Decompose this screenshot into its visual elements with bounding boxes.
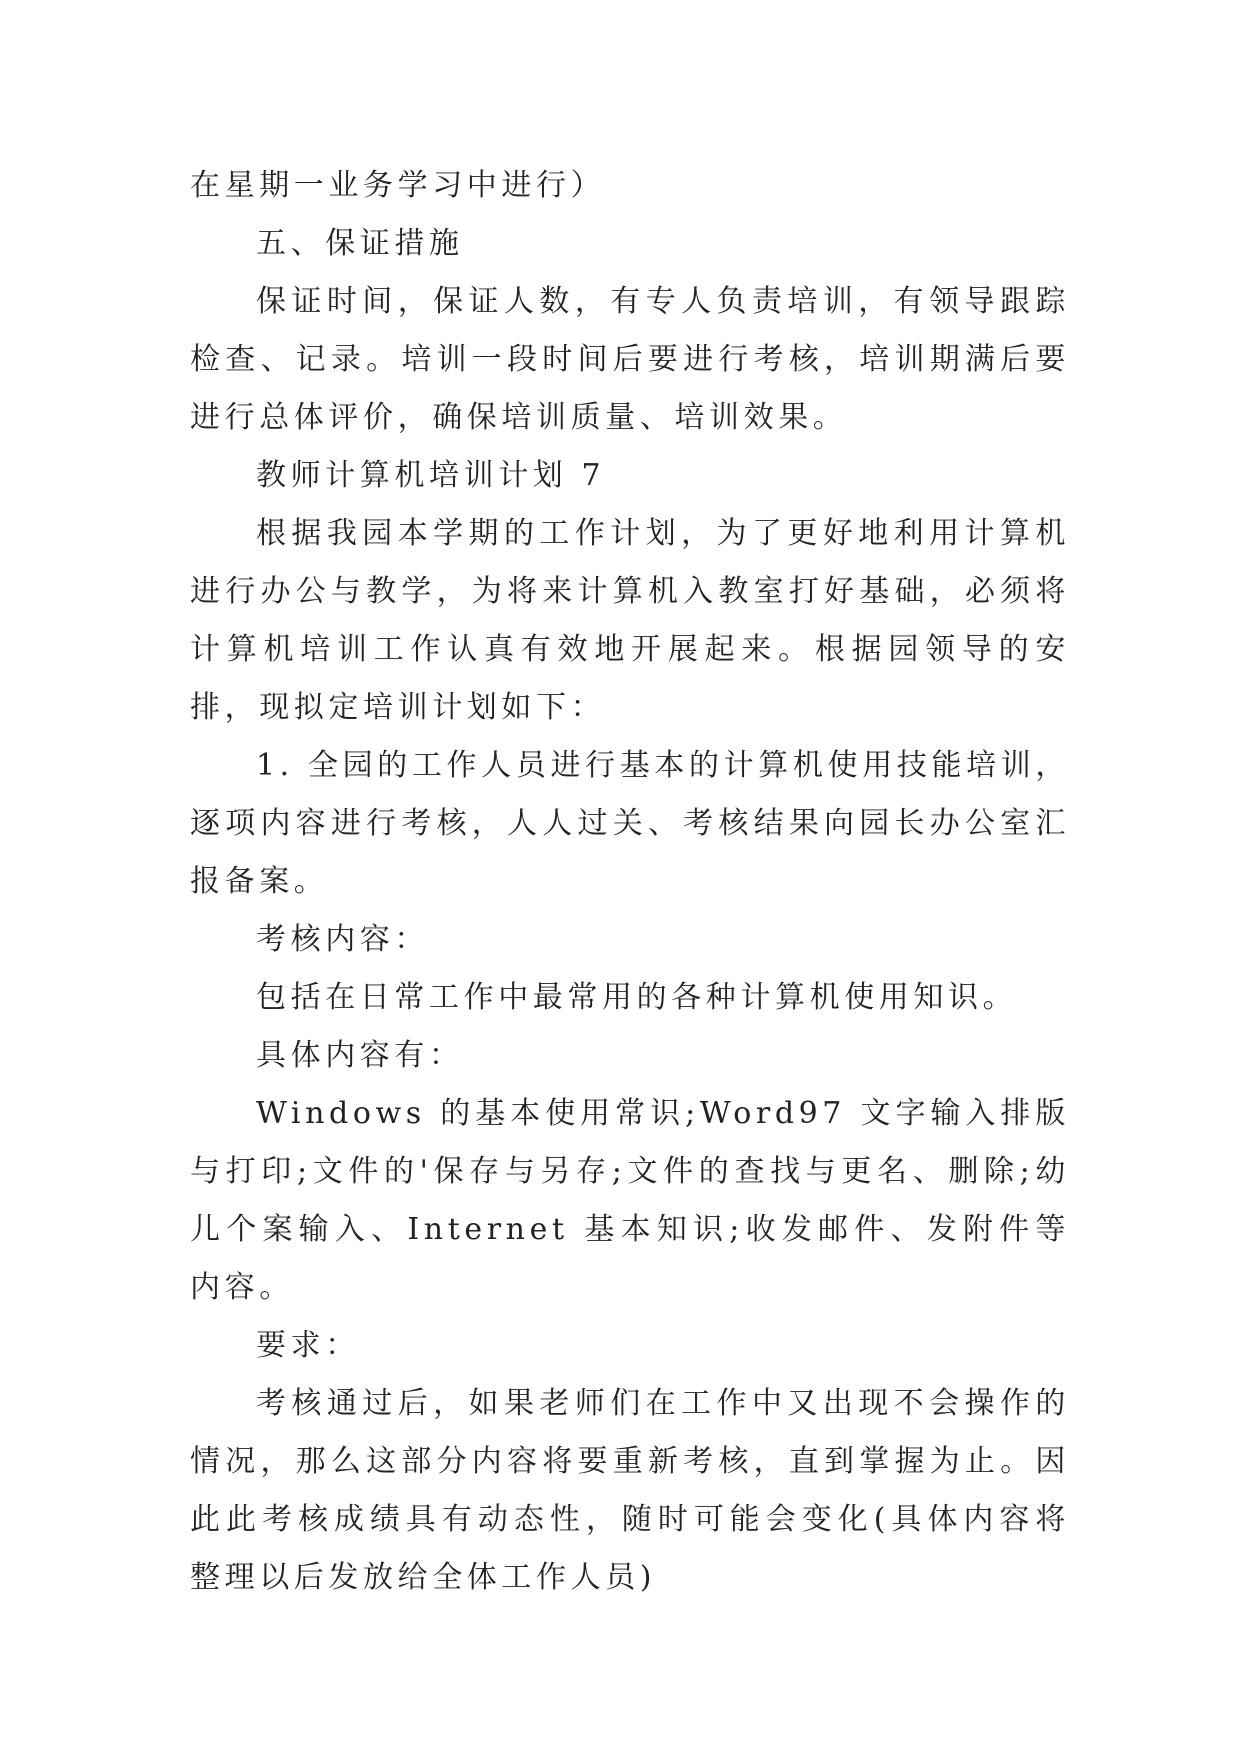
section-heading-guarantee-measures: 五、保证措施 xyxy=(256,226,464,261)
plan-title: 教师计算机培训计划 7 xyxy=(256,458,606,493)
paragraph-specific-content: Windows 的基本使用常识;Word97 文字输入排版与打印;文件的'保存与另存;文件的查找与更名、删除;幼儿个案输入、Internet 基本知识;收发邮件、发附件等内容。 xyxy=(190,1096,1070,1305)
paragraph-continuation: 在星期一业务学习中进行） xyxy=(190,168,606,203)
list-item-1: 1. 全园的工作人员进行基本的计算机使用技能培训，逐项内容进行考核，人人过关、考核结果向园长办公室汇报备案。 xyxy=(190,748,1070,899)
subheading-requirements: 要求： xyxy=(256,1328,360,1363)
paragraph-guarantee: 保证时间，保证人数，有专人负责培训，有领导跟踪检查、记录。培训一段时间后要进行考核，培训期满后要进行总体评价，确保培训质量、培训效果。 xyxy=(190,284,1070,435)
subheading-specific-content: 具体内容有： xyxy=(256,1038,464,1073)
paragraph-assessment-scope: 包括在日常工作中最常用的各种计算机使用知识。 xyxy=(256,980,1018,1015)
paragraph-intro: 根据我园本学期的工作计划，为了更好地利用计算机进行办公与教学，为将来计算机入教室打好基础，必须将计算机培训工作认真有效地开展起来。根据园领导的安排，现拟定培训计划如下： xyxy=(190,516,1070,725)
subheading-assessment-content: 考核内容： xyxy=(256,922,429,957)
paragraph-requirements: 考核通过后，如果老师们在工作中又出现不会操作的情况，那么这部分内容将要重新考核，直到掌握为止。因此此考核成绩具有动态性，随时可能会变化(具体内容将整理以后发放给全体工作人员) xyxy=(190,1386,1070,1595)
document-body xyxy=(190,157,1070,1607)
